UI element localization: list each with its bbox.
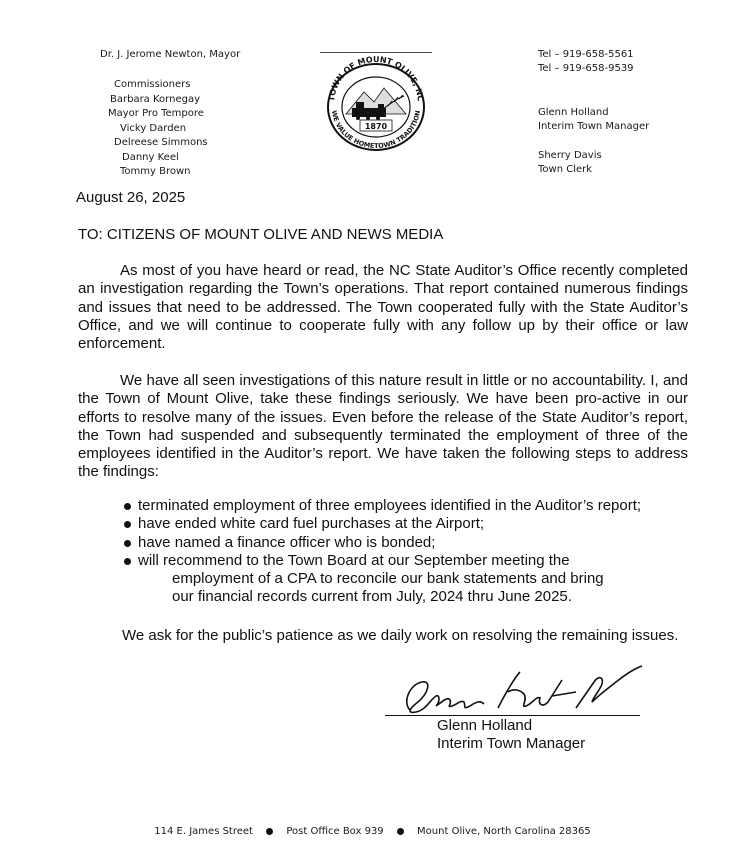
signer-name: Glenn Holland [437,717,533,734]
list-item-text: will recommend to the Town Board at our September meeting the [138,551,570,569]
letter-salutation: TO: CITIZENS OF MOUNT OLIVE AND NEWS MEDIA [78,226,444,243]
commissioner-name: Barbara Kornegay [110,93,200,105]
signature-rule [385,715,640,716]
svg-text:TOWN OF MOUNT OLIVE, NC [327,55,425,102]
manager-title: Interim Town Manager [538,121,650,132]
paragraph-3-text: We ask for the public’s patience as we daily work on resolving the remaining issues. [122,627,679,644]
letter-date: August 26, 2025 [76,189,186,206]
paragraph-1-text: As most of you have heard or read, the NC State Auditor’s Office recently completed an investigation regarding the Town’s operations. That report contained numerous findings and issues that need to be addressed. The Town cooperated fully with the State Auditor’s Office, and we will continue to cooperate fully with any follow up by their office or law enforcement. [78,262,688,353]
phone-2: Tel – 919-658-9539 [538,63,634,74]
bullet-icon [266,828,273,835]
manager-name: Glenn Holland [538,107,609,118]
seal-top-text: TOWN OF MOUNT OLIVE, NC [327,54,425,102]
footer-street: 114 E. James Street [154,826,253,837]
bullet-icon [124,558,131,565]
list-item-text: have named a finance officer who is bonded; [138,533,436,551]
paragraph-1 [78,262,688,353]
list-item-text: have ended white card fuel purchases at the Airport; [138,515,485,533]
paragraph-3 [78,627,688,645]
bullet-icon [124,503,131,510]
list-item [122,515,702,533]
commissioner-role: Mayor Pro Tempore [108,108,204,119]
list-item-continuation: employment of a CPA to reconcile our bank statements and bring [172,570,604,588]
footer-po-box: Post Office Box 939 [286,826,384,837]
paragraph-2-text: We have all seen investigations of this nature result in little or no accountability. I, and the Town of Mount Olive, take these findings seriously. We have been pro-active in our efforts to resolve many of the issues. Even before the release of the State Auditor’s report, the Town had suspended and subsequently terminated the employment of three of the employees identified in the Auditor’s report. We have taken the following steps to address the findings: [78,372,688,481]
footer-city: Mount Olive, North Carolina 28365 [417,826,591,837]
list-item [122,534,702,552]
signer-block [437,717,585,753]
bullet-icon [124,540,131,547]
action-list [122,497,702,607]
mayor-name: Dr. J. Jerome Newton, Mayor [100,49,241,60]
list-item-continuation: our financial records current from July, 2024 thru June 2025. [172,588,572,606]
commissioner-name: Delreese Simmons [114,137,208,148]
bullet-icon [124,521,131,528]
commissioners-heading: Commissioners [114,79,191,90]
handwritten-signature [380,662,650,722]
list-item [122,552,702,570]
commissioner-name: Vicky Darden [120,122,187,134]
list-item [122,497,702,515]
phone-1: Tel – 919-658-5561 [538,49,634,60]
commissioner-name: Tommy Brown [120,166,191,177]
footer-address [0,826,745,837]
commissioner-name: Danny Keel [122,151,179,163]
seal-year: 1870 [364,122,388,131]
town-seal-icon [316,52,436,152]
paragraph-2 [78,372,688,482]
seal-bottom-text: WE VALUE HOMETOWN TRADITION [329,109,422,151]
commissioners-list [110,78,208,180]
clerk-name: Sherry Davis [538,150,602,161]
signer-title: Interim Town Manager [437,735,586,752]
bullet-icon [397,828,404,835]
clerk-title: Town Clerk [538,164,593,175]
list-item-text: terminated employment of three employees identified in the Auditor’s report; [138,497,642,514]
